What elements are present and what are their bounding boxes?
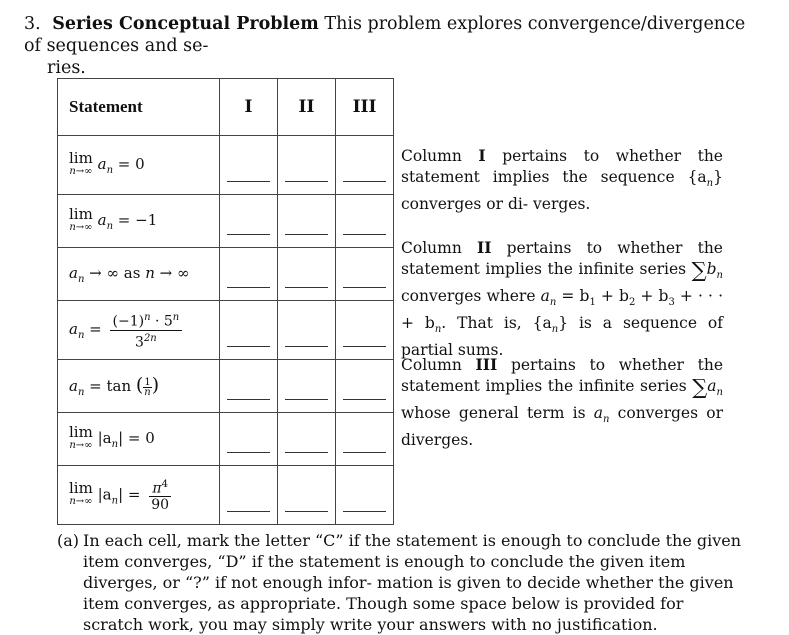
part-a-instructions: [57, 530, 747, 635]
header-col-3: III: [336, 79, 394, 136]
answer-cell-r1-c2[interactable]: [278, 136, 336, 195]
answer-cell-r3-c2[interactable]: [278, 248, 336, 301]
table-row: [58, 301, 394, 360]
column-3-note: Column III pertains to whether the statement implies the infinite series $\sum a_n$ whose general term is $a_n$ converges or diverges.: [401, 355, 723, 450]
table-row: [58, 195, 394, 248]
header-statement: Statement: [58, 79, 220, 136]
problem-heading: [24, 13, 764, 79]
answer-cell-r5-c1[interactable]: [220, 360, 278, 413]
answer-cell-r2-c2[interactable]: [278, 195, 336, 248]
statement-lim-zero: lim n→∞ $a_n = 0$: [58, 136, 220, 195]
statement-abs-lim-zero: lim n→∞ $|a_n| = 0$: [58, 413, 220, 466]
table-row: [58, 136, 394, 195]
answer-cell-r1-c1[interactable]: [220, 136, 278, 195]
answer-cell-r3-c1[interactable]: [220, 248, 278, 301]
statement-tan: $a_n = \tan$ ( $\frac{1}{n}$ ): [58, 360, 220, 413]
statement-abs-lim-pi: lim n→∞ $|a_n|$ = $\frac{\pi^4}{90}$: [58, 466, 220, 525]
statement-alternating-fraction: $a_n$ = $\frac{(-1)^n \cdot 5^n}{3^{2n}}$: [58, 301, 220, 360]
header-col-1: I: [220, 79, 278, 136]
statement-table: [57, 78, 394, 525]
answer-cell-r7-c3[interactable]: [336, 466, 394, 525]
answer-cell-r6-c2[interactable]: [278, 413, 336, 466]
problem-title: Series Conceptual Problem: [52, 14, 319, 34]
problem-intro: This problem explores convergence/divergence of sequences and se-: [24, 14, 746, 56]
column-2-note: Column II pertains to whether the statement implies the infinite series $\sum b_n$ converges where $a_n = b_1 + b_2 + b_3$ + · · · + $b_n$. That is, $\{a_n\}$ is a sequence of partial sums.: [401, 238, 724, 360]
table-row: [58, 248, 394, 301]
problem-number: 3.: [24, 14, 41, 34]
answer-cell-r6-c1[interactable]: [220, 413, 278, 466]
header-col-2: II: [278, 79, 336, 136]
part-a-text: In each cell, mark the letter “C” if the statement is enough to conclude the given item converges, “D” if the statement is enough to conclude the given item diverges, or “?” if not enough infor- mation is given to decide whether the given item converges, as appropriate. Though some space below is provided for scratch work, you may simply write your answers with no justification.: [83, 531, 742, 634]
column-1-note: Column I pertains to whether the statement implies the sequence $\{a_n\}$ converges or di- verges.: [401, 146, 723, 214]
table-header-row: [58, 79, 394, 136]
answer-cell-r4-c3[interactable]: [336, 301, 394, 360]
answer-cell-r6-c3[interactable]: [336, 413, 394, 466]
problem-intro-cont: ries.: [47, 58, 86, 78]
answer-cell-r3-c3[interactable]: [336, 248, 394, 301]
answer-cell-r5-c3[interactable]: [336, 360, 394, 413]
answer-cell-r7-c1[interactable]: [220, 466, 278, 525]
part-a-label: (a): [57, 531, 80, 550]
answer-cell-r1-c3[interactable]: [336, 136, 394, 195]
answer-cell-r4-c1[interactable]: [220, 301, 278, 360]
table-row: [58, 466, 394, 525]
statement-lim-neg-one: lim n→∞ $a_n = -1$: [58, 195, 220, 248]
answer-cell-r2-c3[interactable]: [336, 195, 394, 248]
answer-cell-r4-c2[interactable]: [278, 301, 336, 360]
table-row: [58, 360, 394, 413]
statement-diverge-infinity: $a_n$ → ∞ as n → ∞: [58, 248, 220, 301]
answer-cell-r7-c2[interactable]: [278, 466, 336, 525]
answer-cell-r5-c2[interactable]: [278, 360, 336, 413]
table-row: [58, 413, 394, 466]
answer-cell-r2-c1[interactable]: [220, 195, 278, 248]
